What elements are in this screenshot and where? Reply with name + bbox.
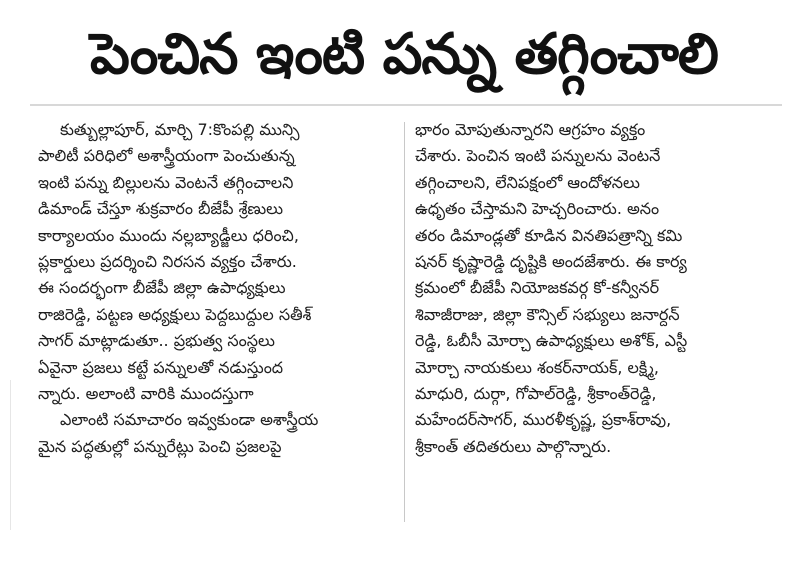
article-line: ఉధృతం చేస్తామని హెచ్చరించారు. అనం: [415, 199, 660, 219]
article-line: శ్రీకాంత్ తదితరులు పాల్గొన్నారు.: [415, 436, 612, 456]
article-line: ఎలాంటి సమాచారం ఇవ్వకుండా అశాస్త్రీయ: [60, 410, 319, 430]
article-line: తగ్గించాలని, లేనిపక్షంలో ఆందోళనలు: [415, 172, 640, 192]
article-line: చేశారు. పెంచిన ఇంటి పన్నులను వెంటనే: [415, 146, 661, 166]
article-line: సాగర్ మాట్లాడుతూ.. ప్రభుత్వ సంస్థలు: [38, 331, 275, 351]
article-line: పాలిటీ పరిధిలో అశాస్త్రీయంగా పెంచుతున్న: [38, 146, 295, 166]
article-line: క్రమంలో బీజేపీ నియోజకవర్గ కో-కన్వీనర్: [415, 278, 660, 298]
article-line: డిమాండ్ చేస్తూ శుక్రవారం బీజేపీ శ్రేణులు: [38, 199, 284, 219]
headline-rule: [30, 104, 782, 106]
scan-edge-line: [10, 380, 11, 530]
article-line: కార్యాలయం ముందు నల్లబ్యాడ్జీలు ధరించి,: [38, 225, 299, 245]
article-line: రాజిరెడ్డి, పట్టణ అధ్యక్షులు పెద్దబుద్దుల సతీశ్: [38, 304, 312, 324]
article-line: మోర్చా నాయకులు శంకర్‌నాయక్, లక్ష్మి,: [415, 357, 659, 377]
article-line: ఏవైనా ప్రజలు కట్టే పన్నులతో నడుస్తుంద: [38, 357, 284, 377]
article-line: ఈ సందర్భంగా బీజేపీ జిల్లా ఉపాధ్యక్షులు: [38, 278, 286, 298]
article-line: మైన పద్ధతుల్లో పన్నురేట్లు పెంచి ప్రజలపై: [38, 436, 282, 456]
article-line: న్నారు. అలాంటి వారికి ముందస్తుగా: [38, 383, 254, 403]
column-divider: [404, 122, 405, 522]
article-line: ఇంటి పన్ను బిల్లులను వెంటనే తగ్గించాలని: [38, 172, 294, 192]
article-line: మాధురి, దుర్గా, గోపాల్‌రెడ్డి, శ్రీకాంత్‌రెడ్డి,: [415, 383, 657, 403]
article-line: భారం మోపుతున్నారని ఆగ్రహం వ్యక్తం: [415, 120, 646, 139]
article-column-right: [415, 117, 773, 460]
article-line: మహేందర్‌సాగర్, మురళీకృష్ణ, ప్రకాశ్‌రావు,: [415, 410, 672, 430]
article-line: కుత్బుల్లాపూర్, మార్చి 7:కొంపల్లి మున్సి: [60, 120, 300, 139]
article-line: తరం డిమాండ్లతో కూడిన వినతిపత్రాన్ని కమి: [415, 225, 683, 245]
headline: పెంచిన ఇంటి పన్ను తగ్గించాలి: [90, 22, 718, 87]
article-line: షనర్ కృష్ణారెడ్డి దృష్టికి అందజేశారు. ఈ కార్య: [415, 251, 687, 271]
article-line: శివాజీరాజు, జిల్లా కౌన్సిల్ సభ్యులు జనార్దన్: [415, 304, 680, 324]
article-column-left: [38, 117, 394, 460]
article-line: రెడ్డి, ఓబీసీ మోర్చా ఉపాధ్యక్షులు అశోక్, ఎస్టీ: [415, 331, 688, 351]
article-line: ప్లకార్డులు ప్రదర్శించి నిరసన వ్యక్తం చేశారు.: [38, 251, 297, 271]
